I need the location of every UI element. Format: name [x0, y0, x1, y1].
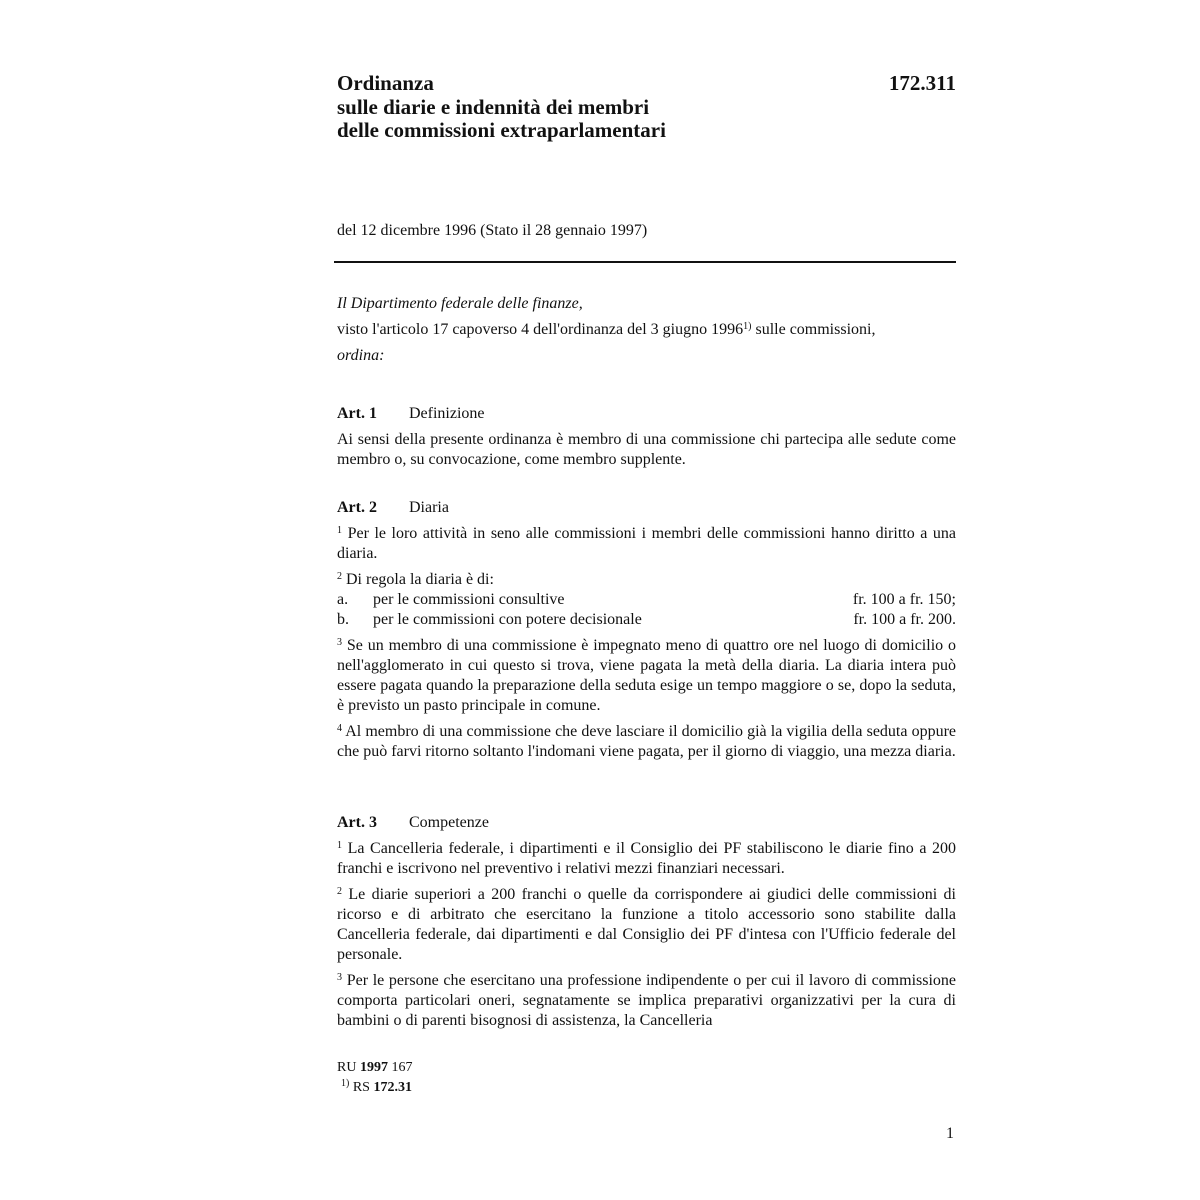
ordinance-title: [337, 72, 666, 143]
paragraph-text: La Cancelleria federale, i dipartimenti e il Consiglio dei PF stabiliscono le diarie fino a 200 franchi e iscrivono nel preventivo i relativi mezzi finanziari necessari.: [337, 840, 957, 877]
article-3-title: Competenze: [409, 814, 489, 831]
title-line-2: sulle diarie e indennità dei membri: [337, 94, 650, 119]
preamble: [337, 291, 956, 369]
paragraph-number: 2: [337, 886, 342, 897]
preamble-basis-text: visto l'articolo 17 capoverso 4 dell'ordinanza del 3 giugno 1996: [337, 321, 744, 338]
sr-number: 172.311: [888, 71, 956, 95]
list-item-text: per le commissioni con potere decisionale: [373, 611, 642, 628]
paragraph-text: Per le persone che esercitano una professione indipendente o per cui il lavoro di commissione comporta particolari oneri, segnatamente se implica preparativi organizzativi per la cura di bambini o di parenti bisognosi di assistenza, la Cancelleria: [337, 972, 957, 1029]
ru-page: 167: [387, 1060, 413, 1075]
footnotes: [337, 1058, 412, 1098]
footnote-1: [337, 1078, 412, 1098]
article-2-paragraph-2: [337, 570, 956, 590]
article-3-heading: [337, 813, 956, 833]
list-item-letter: b.: [337, 611, 349, 628]
title-line-3: delle commissioni extraparlamentari: [337, 118, 666, 142]
list-item-letter: a.: [337, 591, 349, 608]
article-2-title: Diaria: [409, 499, 449, 516]
article-2-paragraph-3: [337, 636, 956, 716]
article-1-paragraph: Ai sensi della presente ordinanza è membro di una commissione chi partecipa alle sedute come membro o, su convocazione, come membro supplente.: [337, 431, 956, 468]
header-rule: [334, 261, 956, 263]
list-item-amount: fr. 100 a fr. 200.: [853, 611, 956, 628]
paragraph-text: Se un membro di una commissione è impegnato meno di quattro ore nel luogo di domicilio o nell'agglomerato in cui questo si trova, viene pagata la metà della diaria. La diaria intera può essere pagata quando la preparazione della seduta esige un tempo maggiore o se, dopo la seduta, è previsto un pasto principale in comune.: [337, 637, 957, 714]
list-item: [337, 610, 956, 630]
article-2-heading: [337, 498, 956, 518]
footnote-1-mark: 1): [341, 1078, 350, 1089]
title-line-1: Ordinanza: [337, 71, 434, 95]
date-line: del 12 dicembre 1996 (Stato il 28 gennaio 1997): [337, 222, 648, 239]
article-3-paragraph-1: [337, 839, 956, 879]
official-collection-ref: [337, 1058, 412, 1078]
paragraph-number: 1: [337, 525, 342, 536]
article-1-title: Definizione: [409, 405, 485, 422]
article-1-heading: [337, 404, 956, 424]
article-3-number: Art. 3: [337, 814, 377, 831]
list-item: [337, 590, 956, 610]
list-item-amount: fr. 100 a fr. 150;: [852, 591, 956, 608]
preamble-authority: Il Dipartimento federale delle finanze,: [337, 295, 583, 312]
article-2: [337, 498, 956, 762]
article-3-paragraph-3: [337, 971, 956, 1031]
ru-year: 1997: [359, 1060, 388, 1075]
article-3: [337, 813, 956, 1031]
article-2-paragraph-1: [337, 524, 956, 564]
list-item-text: per le commissioni consultive: [373, 591, 565, 608]
diaria-list: [337, 590, 956, 630]
paragraph-number: 1: [337, 840, 342, 851]
article-1-number: Art. 1: [337, 405, 377, 422]
page-number: 1: [946, 1125, 954, 1142]
preamble-basis-end: sulle commissioni,: [751, 321, 876, 338]
paragraph-text: Le diarie superiori a 200 franchi o quelle da corrispondere ai giudici delle commissioni di ricorso e di arbitrato che esercitano la funzione a titolo accessorio sono stabilite dalla Cancelleria federale, dai dipartimenti e dal Consiglio dei PF d'intesa con l'Ufficio federale del personale.: [337, 886, 957, 963]
footnote-1-prefix: RS: [349, 1080, 374, 1095]
paragraph-text: Di regola la diaria è di:: [346, 571, 494, 588]
paragraph-text: Per le loro attività in seno alle commissioni i membri delle commissioni hanno diritto a una diaria.: [337, 525, 957, 562]
ru-prefix: RU: [337, 1060, 360, 1075]
preamble-basis: [337, 317, 956, 343]
paragraph-number: 3: [337, 637, 342, 648]
preamble-decree: ordina:: [337, 347, 385, 364]
paragraph-text: Al membro di una commissione che deve lasciare il domicilio già la vigilia della seduta oppure che può farvi ritorno soltanto l'indomani viene pagata, per il giorno di viaggio, una mezza diaria.: [337, 723, 957, 760]
paragraph-number: 4: [337, 723, 342, 734]
article-2-paragraph-4: [337, 722, 956, 762]
document-page: [337, 0, 956, 1200]
footnote-1-ref: 172.31: [373, 1080, 412, 1095]
article-2-number: Art. 2: [337, 499, 377, 516]
paragraph-number: 2: [337, 571, 342, 582]
article-3-paragraph-2: [337, 885, 956, 965]
footnote-ref-1: 1): [743, 321, 752, 332]
paragraph-number: 3: [337, 972, 342, 983]
article-1: [337, 404, 956, 470]
